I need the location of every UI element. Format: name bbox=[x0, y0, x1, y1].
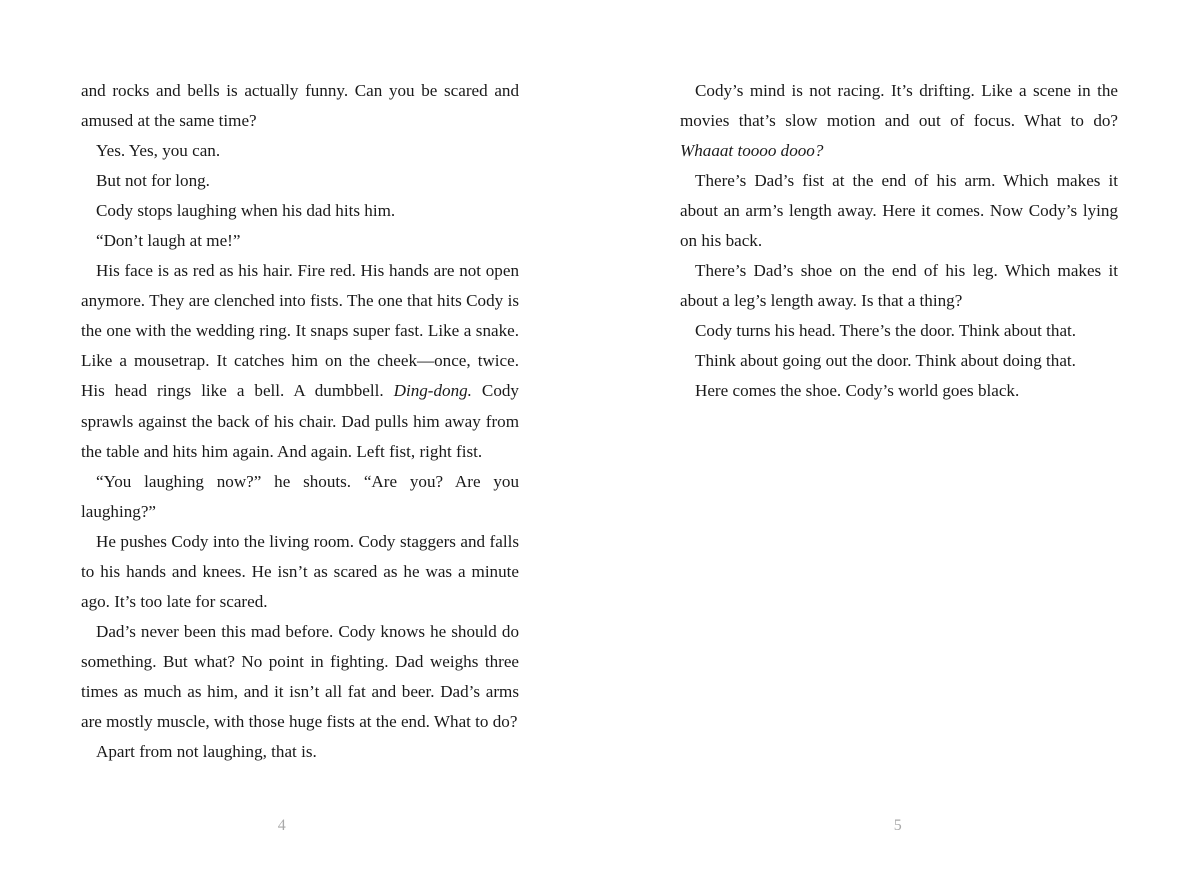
paragraph: Apart from not laughing, that is. bbox=[96, 742, 317, 762]
paragraph: Here comes the shoe. Cody’s world goes black. bbox=[695, 381, 1020, 401]
paragraph: He pushes Cody into the living room. Cody staggers and falls to his hands and knees. He isn’t as scared as he was a minute ago. It’s too late for scared. bbox=[81, 531, 519, 611]
paragraph: Think about going out the door. Think about doing that. bbox=[695, 351, 1076, 371]
paragraph: and rocks and bells is actually funny. Can you be scared and amused at the same time? bbox=[81, 81, 519, 131]
paragraph: Yes. Yes, you can. bbox=[96, 141, 221, 161]
paragraph: His face is as red as his hair. Fire red. His hands are not open anymore. They are clenched into fists. The one that hits Cody is the one with the wedding ring. It snaps super fast. Like a snake. Like a mousetrap. It catches him on the cheek—once, twice. His head rings like a bell. A dumbbell. Ding-dong. Cody sprawls against the back of his chair. Dad pulls him away from the table and hits him again. And again. Left fist, right fist. bbox=[81, 261, 519, 461]
page-number-right: 5 bbox=[893, 817, 903, 834]
paragraph: Cody turns his head. There’s the door. Think about that. bbox=[695, 321, 1077, 341]
right-page-text-block bbox=[680, 76, 1118, 407]
left-page-text-block bbox=[81, 76, 519, 767]
page-number-left: 4 bbox=[277, 817, 287, 834]
page-right bbox=[600, 0, 1200, 872]
paragraph: But not for long. bbox=[96, 171, 210, 191]
emphasis-text: Whaaat toooo dooo? bbox=[680, 141, 824, 161]
paragraph: There’s Dad’s shoe on the end of his leg. Which makes it about a leg’s length away. Is that a thing? bbox=[680, 261, 1118, 311]
paragraph: Cody stops laughing when his dad hits him. bbox=[96, 201, 396, 221]
emphasis-text: Ding-dong. bbox=[393, 381, 472, 401]
paragraph: “Don’t laugh at me!” bbox=[96, 231, 241, 251]
paragraph: There’s Dad’s fist at the end of his arm. Which makes it about an arm’s length away. Here it comes. Now Cody’s lying on his back. bbox=[680, 171, 1118, 251]
paragraph: Cody’s mind is not racing. It’s drifting. Like a scene in the movies that’s slow motion and out of focus. What to do? Whaaat toooo dooo? bbox=[680, 81, 1118, 161]
paragraph: “You laughing now?” he shouts. “Are you? Are you laughing?” bbox=[81, 471, 519, 521]
paragraph: Dad’s never been this mad before. Cody knows he should do something. But what? No point in fighting. Dad weighs three times as much as him, and it isn’t all fat and beer. Dad’s arms are mostly muscle, with those huge fists at the end. What to do? bbox=[81, 621, 519, 731]
